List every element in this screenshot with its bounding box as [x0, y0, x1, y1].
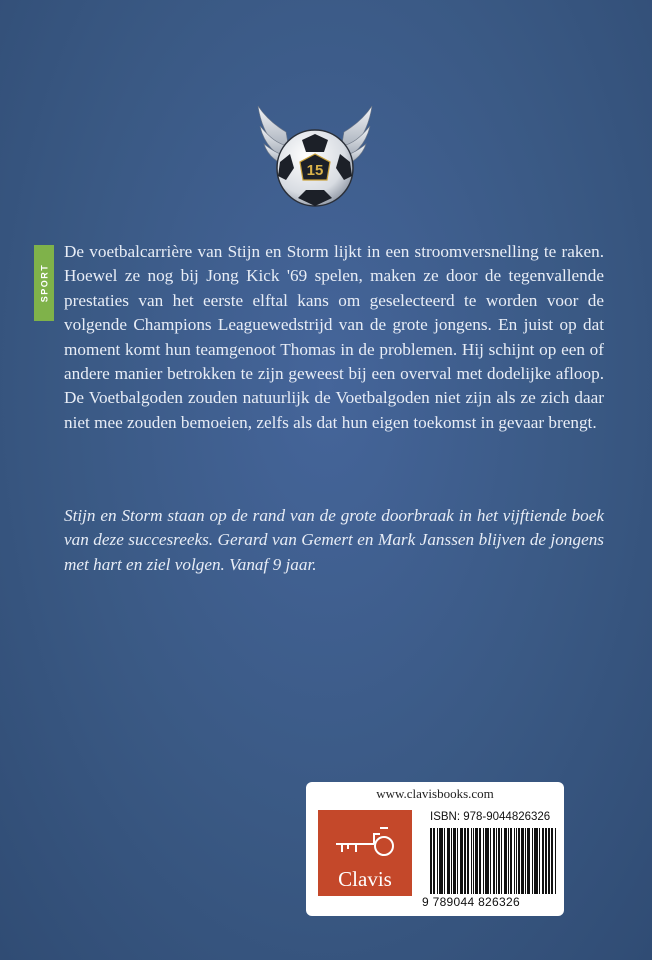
barcode-bar	[545, 828, 547, 894]
barcode-bar	[543, 828, 544, 894]
barcode-bar	[494, 828, 495, 894]
barcode-bar	[536, 828, 537, 894]
barcode-bar	[464, 828, 466, 894]
barcode-bar	[473, 828, 474, 894]
barcode-bar	[504, 828, 505, 894]
sport-category-tab	[34, 245, 54, 321]
barcode-bar	[527, 828, 528, 894]
blurb-main: De voetbalcarrière van Stijn en Storm lijkt in een stroomversnelling te raken. Hoewel ze nog bij Jong Kick '69 spelen, maken ze door de tegenvallende prestaties van het eerste elftal kans om geselecteerd te worden voor de volgende Champions Leaguewedstrijd van de grote jongens. En juist op dat moment komt hun teamgenoot Thomas in de problemen. Hij schijnt op een of andere manier betrokken te zijn geweest bij een overval met dodelijke afloop. De Voetbalgoden zouden natuurlijk de Voetbalgoden niet zijn als ze zich daar niet mee zouden bemoeien, zelfs als dat hun eigen toekomst in gevaar brengt.	[64, 242, 604, 432]
barcode-bar	[542, 828, 543, 894]
barcode-bar	[537, 828, 538, 894]
publisher-logo	[318, 810, 412, 896]
barcode-bar	[462, 828, 463, 894]
barcode-bar	[521, 828, 522, 894]
sport-category-label: SPORT	[39, 263, 50, 303]
barcode-bar	[528, 828, 530, 894]
barcode-bar	[490, 828, 491, 894]
publisher-name: Clavis	[338, 867, 392, 891]
barcode-bar	[505, 828, 506, 894]
barcode-bar	[555, 828, 556, 894]
barcode-bar	[510, 828, 511, 894]
barcode-bar	[499, 828, 500, 894]
publisher-url: www.clavisbooks.com	[376, 786, 494, 801]
barcode-bar	[506, 828, 507, 894]
barcode-bar	[549, 828, 550, 894]
barcode-bar	[437, 828, 438, 894]
barcode-bar	[439, 828, 440, 894]
barcode-bar	[539, 828, 540, 894]
barcode-bar	[475, 828, 477, 894]
barcode-bar	[468, 828, 469, 894]
barcode-bar	[451, 828, 452, 894]
barcode-bar	[486, 828, 488, 894]
barcode-bar	[522, 828, 524, 894]
publisher-label-box	[306, 782, 564, 916]
barcode-bar	[444, 828, 445, 894]
barcode-bar	[434, 828, 435, 894]
barcode-bar	[485, 828, 486, 894]
barcode-bar	[449, 828, 450, 894]
isbn-number: ISBN: 978-9044826326	[430, 811, 551, 823]
barcode-bar	[430, 828, 432, 894]
barcode-bar	[532, 828, 533, 894]
barcode-bar	[453, 828, 455, 894]
barcode-bar	[534, 828, 536, 894]
barcode-bar	[457, 828, 458, 894]
barcode-bar	[548, 828, 549, 894]
emblem-number: 15	[306, 162, 324, 179]
barcode-bar	[501, 828, 502, 894]
winged-football-icon	[250, 96, 380, 216]
barcode-bar	[551, 828, 553, 894]
barcode-bar	[488, 828, 489, 894]
barcode-digits: 9 789044 826326	[422, 895, 520, 909]
barcode-bar	[460, 828, 461, 894]
barcode-bar	[480, 828, 481, 894]
barcode-bar	[461, 828, 462, 894]
key-icon	[334, 822, 396, 862]
barcode-bar	[498, 828, 499, 894]
barcode-bar	[508, 828, 509, 894]
barcode-bar	[483, 828, 484, 894]
barcode-bar	[447, 828, 449, 894]
barcode-bar	[518, 828, 519, 894]
barcode-bar	[493, 828, 494, 894]
blurb-italic: Stijn en Storm staan op de rand van de grote doorbraak in het vijftiende boek van deze succesreeks. Gerard van Gemert en Mark Janssen blijven de jongens met hart en ziel volgen. Vanaf 9 jaar.	[64, 506, 604, 574]
barcode-bar	[511, 828, 512, 894]
barcode-bar	[519, 828, 520, 894]
barcode-bar	[516, 828, 517, 894]
barcode-bar	[479, 828, 480, 894]
barcode-bar	[477, 828, 478, 894]
barcode-bar	[496, 828, 497, 894]
barcode-bar	[514, 828, 515, 894]
barcode-bar	[433, 828, 434, 894]
barcode-icon	[430, 828, 556, 894]
barcode-bar	[441, 828, 443, 894]
barcode-bar	[467, 828, 468, 894]
barcode-bar	[525, 828, 526, 894]
barcode-bar	[455, 828, 456, 894]
barcode-bar	[471, 828, 472, 894]
barcode-bar	[440, 828, 441, 894]
